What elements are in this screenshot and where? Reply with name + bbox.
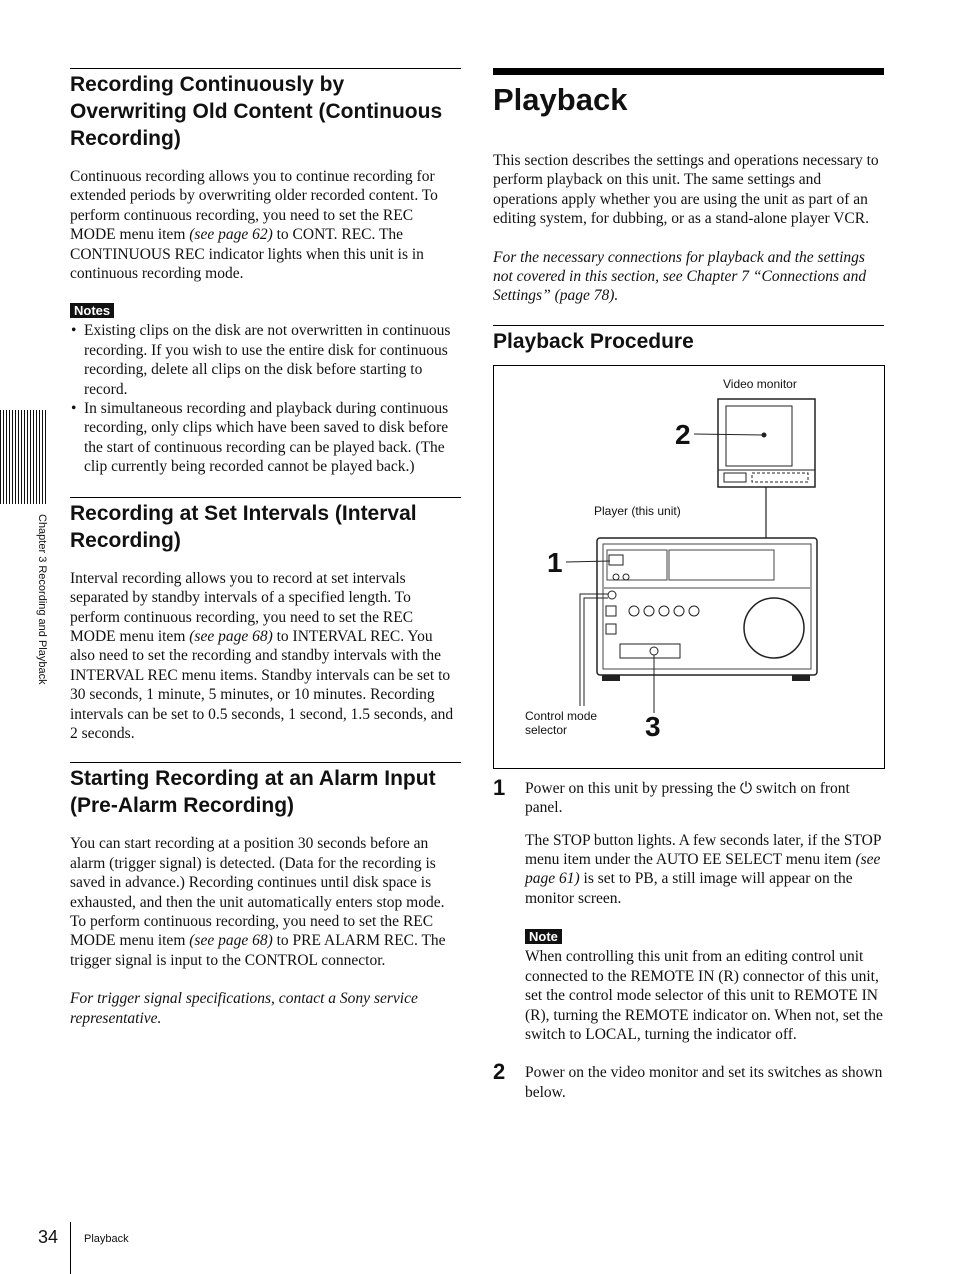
note-item: • In simultaneous recording and playback during continuous recording, only clips which have been saved to disk before the start of continuous recording can be played back. (The clip currently being recorded cannot be played back.)	[70, 399, 461, 477]
step-number: 1	[493, 774, 506, 800]
section-heading-interval: Recording at Set Intervals (Interval Recording)	[70, 497, 461, 554]
callout-3: 3	[645, 710, 661, 742]
connection-figure	[493, 365, 885, 769]
page-ref[interactable]: (see page 62)	[189, 226, 273, 244]
note-item: • Existing clips on the disk are not overwritten in continuous recording. If you wish to use the entire disk for continuous recording, delete all clips on the disk before starting to record.	[70, 321, 461, 399]
chapter-sidebar-text: Chapter 3 Recording and Playback	[36, 514, 48, 685]
callout-1: 1	[547, 546, 563, 578]
step-2-text: Power on the video monitor and set its switches as shown below.	[525, 1064, 883, 1101]
page-ref[interactable]: (see page 68)	[189, 627, 273, 645]
callout-2: 2	[675, 418, 691, 450]
step-number: 2	[493, 1059, 506, 1085]
step-1-text: Power on this unit by pressing the ⏻ switch on front panel.	[525, 779, 850, 817]
power-icon: ⏻	[739, 779, 753, 797]
playback-intro-italic[interactable]: For the necessary connections for playback and the settings not covered in this section, see Chapter 7 “Connections and Settings” (page 78).	[493, 248, 867, 305]
notes-label: Notes	[70, 303, 114, 318]
step-1	[493, 774, 884, 1044]
interval-paragraph: Interval recording allows you to record at set intervals separated by standby intervals of a specified length. To perform continuous recording, you need to set the REC MODE menu item (see page 68) to INTERVAL REC. You also need to set the recording and standby intervals with the INTERVAL REC menu items. Standby intervals can be set to 30 seconds, 1 minute, 5 minutes, or 10 minutes. Recording intervals can be set to 0.5 seconds, 1 second, 1.5 seconds, and 2 seconds.	[70, 569, 454, 742]
step-1-note: When controlling this unit from an editing control unit connected to the REMOTE IN (R) connector of this unit, set the control mode selector of this unit to REMOTE IN (R), turning the REMOTE indicator on. When not, set the switch to LOCAL, turning the indicator off.	[525, 948, 883, 1043]
player-label: Player (this unit)	[594, 503, 681, 518]
player-unit-icon	[597, 538, 817, 681]
section-heading-prealarm: Starting Recording at an Alarm Input (Pre-Alarm Recording)	[70, 762, 461, 819]
prealarm-paragraph: You can start recording at a position 30 seconds before an alarm (trigger signal) is detected. (Data for the recording is saved in advance.) Recording continues until disk space is exhausted, and then the unit automatically enters stop mode. To perform continuous recording, you need to set the REC MODE menu item (see page 68) to PRE ALARM REC. The trigger signal is input to the CONTROL connector.	[70, 835, 446, 969]
note-label: Note	[525, 929, 562, 944]
page-title: Playback	[493, 68, 884, 119]
right-column	[493, 68, 884, 1121]
page-number: 34	[38, 1227, 59, 1247]
monitor-label: Video monitor	[723, 376, 797, 391]
notes-list	[70, 321, 461, 476]
page-ref[interactable]: (see page 61)	[525, 851, 881, 888]
step-2	[493, 1059, 884, 1102]
device-illustration	[494, 366, 884, 768]
continuous-paragraph: Continuous recording allows you to continue recording for extended periods by overwriting older recorded content. To perform continuous recording, you need to set the REC MODE menu item (see page 62) to CONT. REC. The CONTINUOUS REC indicator lights when this unit is in continuous recording mode.	[70, 168, 438, 283]
section-heading-continuous: Recording Continuously by Overwriting Old Content (Continuous Recording)	[70, 68, 461, 152]
chapter-tab-marker	[0, 410, 48, 504]
page-ref[interactable]: (see page 68)	[189, 932, 273, 950]
prealarm-italic-note: For trigger signal specifications, contact a Sony service representative.	[70, 990, 418, 1027]
video-monitor-icon	[718, 399, 815, 487]
footer-divider	[70, 1222, 71, 1274]
footer-section-label: Playback	[84, 1233, 129, 1245]
selector-label: Control mode selector	[525, 708, 598, 737]
left-column	[70, 68, 461, 1047]
section-heading-procedure: Playback Procedure	[493, 325, 884, 355]
playback-intro: This section describes the settings and operations necessary to perform playback on this unit. The same settings and operations apply whether you are using the unit as part of an editing system, for dubbing, or as a stand-alone player VCR.	[493, 152, 879, 228]
step-1-detail: The STOP button lights. A few seconds later, if the STOP menu item under the AUTO EE SELECT menu item (see page 61) is set to PB, a still image will appear on the monitor screen.	[525, 831, 881, 907]
